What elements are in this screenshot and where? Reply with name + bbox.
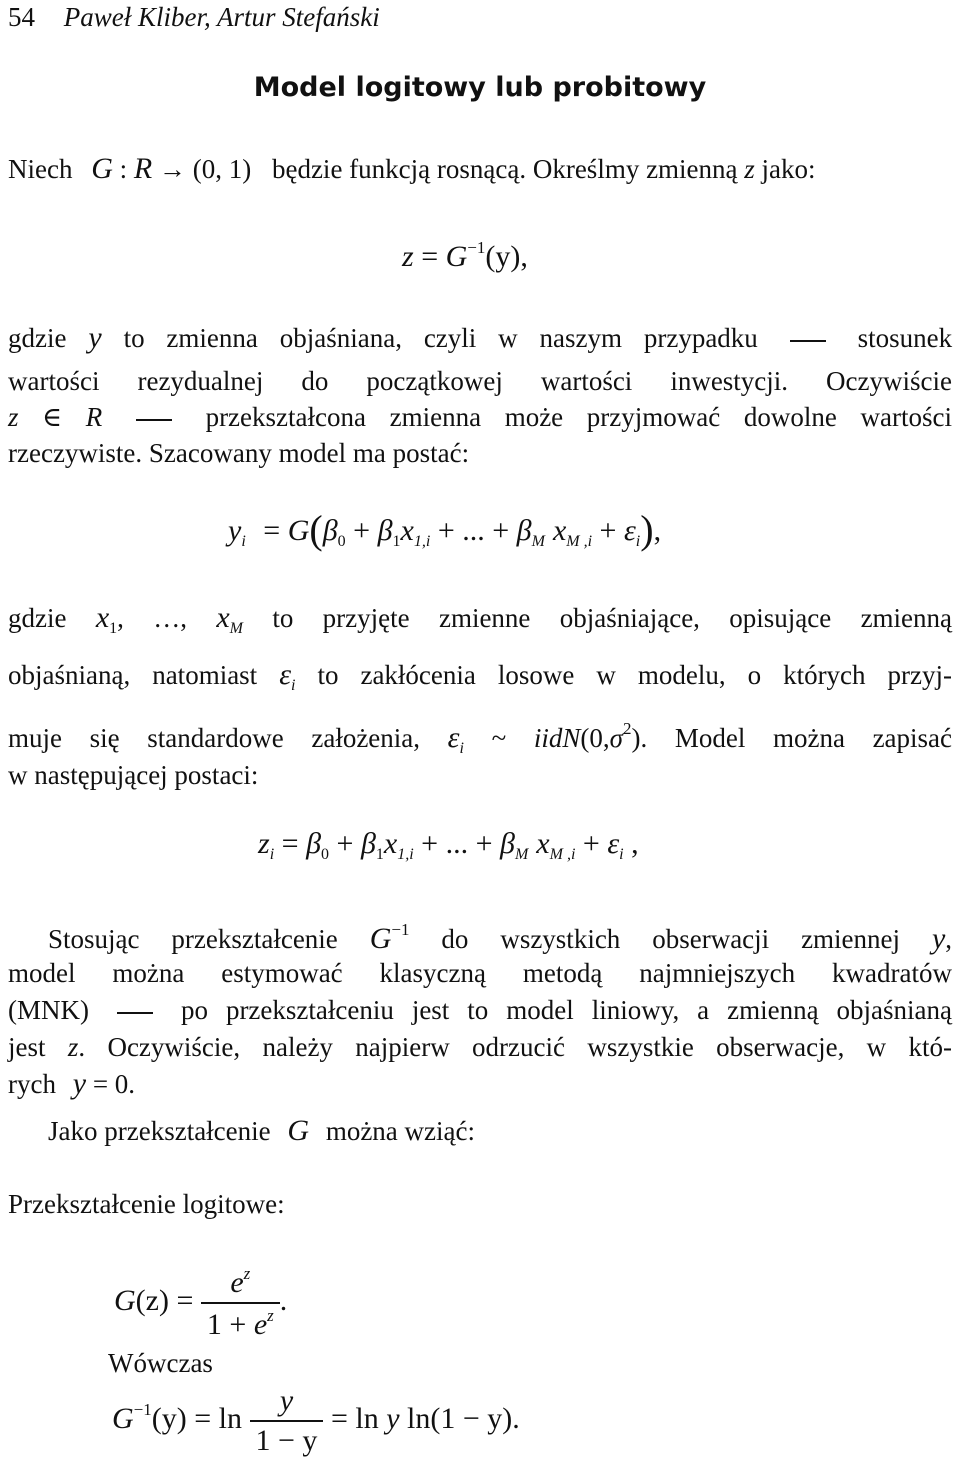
paragraph-2-line-2: wartości rezydualnej do początkowej wartości inwestycji. Oczywiście [8, 366, 952, 396]
page-number: 54 [8, 2, 35, 32]
equation-logit: G(z) = $\frac{e^z}{1 + e^z}$ . [114, 1264, 288, 1341]
paragraph-4-line-5: rych y = 0. [8, 1067, 136, 1100]
em-dash [136, 419, 172, 421]
paragraph-4-line-2: model można estymować klasyczną metodą najmniejszych kwadratów [8, 958, 952, 988]
paragraph-2-line-1: gdzie y to zmienna objaśniana, czyli w naszym przypadku stosunek [8, 321, 953, 354]
paragraph-4-line-4: jest z. Oczywiście, należy najpierw odrzucić wszystkie obserwacje, w któ- [8, 1032, 952, 1062]
paragraph-5: Jako przekształcenie G można wziąć: [48, 1114, 475, 1147]
paragraph-3-line-4: w następującej postaci: [8, 760, 259, 790]
wowczas-label: Wówczas [108, 1348, 213, 1378]
paragraph-3-line-3: muje się standardowe założenia, $\varepsilon_i$ ~ $iidN(0,\sigma^2)$. Model można zapisać [8, 719, 953, 757]
em-dash [117, 1012, 153, 1014]
paragraph-3-line-1: gdzie $x_1$, …, $x_M$ to przyjęte zmienne objaśniające, opisujące zmienną [8, 601, 953, 637]
em-dash [790, 340, 826, 342]
paragraph-2-line-3: z ∈ R przekształcona zmienna może przyjmować dowolne wartości [8, 402, 952, 432]
paragraph-4-line-3: (MNK) po przekształceniu jest to model liniowy, a zmienną objaśnianą [8, 995, 953, 1025]
paragraph-1: Niech G : R → (0, 1) będzie funkcją rosnącą. Określmy zmienną z jako: [8, 152, 816, 185]
subheading-logit: Przekształcenie logitowe: [8, 1189, 285, 1219]
paragraph-4-line-1: Stosując przekształcenie $G^{-1}$ do wszystkich obserwacji zmiennej y, [48, 920, 953, 955]
equation-linear-model: $z_i = \beta_0 + \beta_1x_{1,i}$ + ... + $\beta_M$ $x_{M ,i} + \varepsilon_i$ , [258, 827, 639, 863]
paragraph-2-line-4: rzeczywiste. Szacowany model ma postać: [8, 438, 470, 468]
paragraph-3-line-2: objaśnianą, natomiast $\varepsilon_i$ to zakłócenia losowe w modelu, o których przyj- [8, 658, 952, 694]
equation-model: $y_i = G(\beta_0 + \beta_1x_{1,i}$ + ... + $\beta_M$ $x_{M ,i} + \varepsilon_i$), [228, 507, 662, 552]
logit-fraction: $\frac{e^z}{1 + e^z}$ [201, 1264, 280, 1342]
log-odds-fraction: $\frac{y}{1 - y}$ [250, 1384, 324, 1458]
equation-logit-inverse: $G^{-1}(y) = \ln$ $\frac{y}{1 - y}$ = ln y ln(1 − y). [112, 1384, 520, 1457]
equation-inverse-transform: $z = G^{-1}(y)$, [402, 238, 528, 273]
running-head-authors: Paweł Kliber, Artur Stefański [63, 2, 380, 32]
section-title: Model logitowy lub probitowy [253, 72, 707, 103]
page-header [8, 2, 380, 33]
